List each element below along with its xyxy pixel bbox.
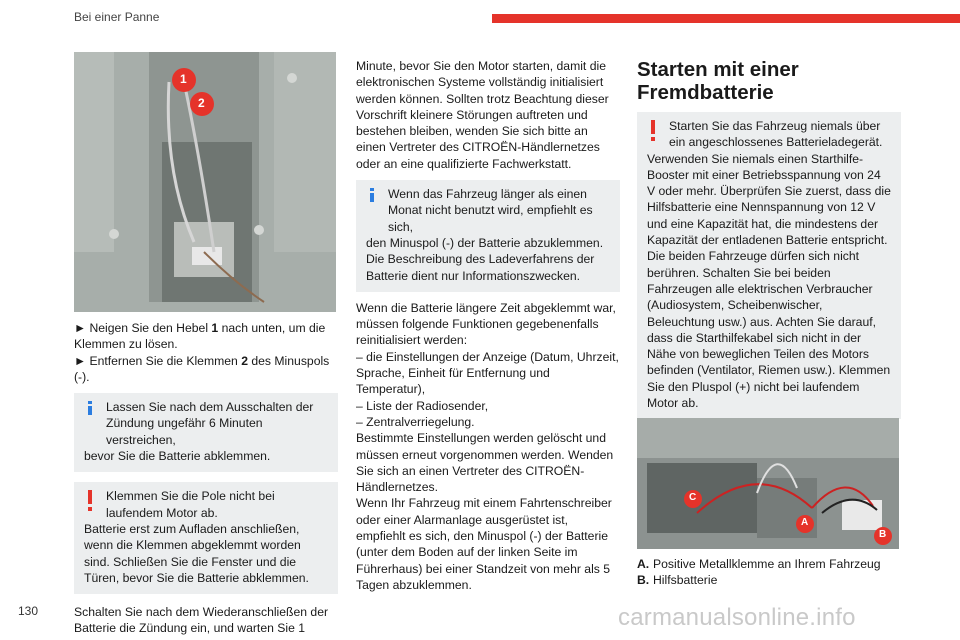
section-heading: Starten mit einer Fremdbatterie (637, 58, 799, 104)
step-1-prefix: ► Neigen Sie den Hebel (74, 321, 212, 335)
page-number: 130 (18, 604, 39, 618)
warning-text-first: Starten Sie das Fahrzeug niemals über ein angeschlossenes Batterieladegerät. (669, 119, 883, 150)
step-2-prefix: ► Entfernen Sie die Klemmen (74, 353, 242, 368)
step-2-suffix: des Minuspols (-). (74, 353, 330, 384)
battery-terminal-photo (74, 52, 336, 312)
caption-b-label: B. (637, 573, 650, 588)
info-text-first: Lassen Sie nach dem Ausschalten der Zündung ungefähr 6 Minuten verstreichen, (106, 400, 314, 447)
step-2 (74, 353, 338, 386)
caption-a (637, 556, 901, 572)
warning-icon (86, 490, 94, 512)
settings-paragraph: Bestimmte Einstellungen werden gelöscht und müssen erneut vorgenommen werden. Wenden Sie sich an einen Vertreter des CITROËN-Händlernetzes. (356, 431, 614, 495)
info-box-long-storage (356, 180, 620, 292)
info-text-rest: bevor Sie die Batterie abklemmen. (84, 449, 271, 464)
warning-text-rest: Batterie erst zum Aufladen anschließen, wenn die Klemmen abgeklemmt worden sind. Schließen Sie die Fenster und die Türen, bevor Sie die Batterie abklemmen. (84, 521, 309, 585)
callout-2-label: 2 (198, 96, 205, 110)
step-1-lever-number: 1 (211, 321, 219, 335)
column-2-text (356, 58, 620, 593)
list-item: – die Einstellungen der Anzeige (Datum, Uhrzeit, Sprache, Einheit für Entfernung und Temperatur), (356, 349, 619, 397)
step-1-suffix: nach unten, um die Klemmen zu lösen. (74, 321, 326, 352)
callout-a-label: A (801, 517, 809, 528)
caption-a-text: Positive Metallklemme an Ihrem Fahrzeug (653, 557, 881, 571)
callout-c-label: C (689, 492, 697, 503)
warning-box-disconnect (74, 482, 338, 594)
info-box-wait (74, 393, 338, 472)
caption-b (637, 572, 901, 588)
jump-start-captions (637, 556, 901, 589)
section-title: Bei einer Panne (74, 10, 160, 24)
header-accent-bar (492, 14, 960, 23)
callout-1-label: 1 (180, 72, 187, 86)
column-1-text (74, 320, 338, 637)
list-item: – Zentralverriegelung. (356, 414, 475, 429)
warning-text-rest: Verwenden Sie niemals einen Starthilfe-Booster mit einer Betriebsspannung von 24 V oder mehr. Überprüfen Sie zuerst, dass die Hilfsbatterie eine Nennspannung von 12 V und eine Kapazität hat, die mindestens der Kapazität der entladenen Batterie entspricht. Die beiden Fahrzeuge dürfen sich nicht berühren. Schalten Sie bei beiden Fahrzeugen alle elektrischen Verbraucher (Audiosystem, Scheibenwischer, Beleuchtung usw.) aus. Achten Sie darauf, dass die Starthilfekabel sich nicht in der Nähe von beweglichen Teilen des Motors befinden (Ventilator, Riemen usw.). Klemmen Sie den Pluspol (+) nicht bei laufendem Motor ab. (647, 151, 891, 411)
reinitialise-paragraph: Wenn die Batterie längere Zeit abgeklemmt war, müssen folgende Funktionen gegebenenfalls reinitialisiert werden: (356, 300, 616, 348)
column-3-text (637, 58, 901, 419)
callout-b-label: B (879, 529, 887, 540)
info-icon (368, 188, 376, 202)
info-text-first: Wenn das Fahrzeug länger als einen Monat nicht benutzt wird, empfiehlt es sich, (388, 187, 593, 234)
step-2-clamp-number: 2 (241, 353, 248, 368)
jump-start-photo (637, 418, 899, 549)
reconnect-paragraph: Schalten Sie nach dem Wiederanschließen der Batterie die Zündung ein, und warten Sie 1 (74, 605, 329, 636)
list-item: – Liste der Radiosender, (356, 398, 489, 413)
warning-box-jump-start (637, 112, 901, 419)
jump-start-illustration (637, 418, 899, 549)
warning-text-first: Klemmen Sie die Pole nicht bei laufendem Motor ab. (106, 489, 275, 520)
watermark: carmanualsonline.info (618, 604, 856, 631)
warning-icon (649, 120, 657, 142)
battery-terminal-illustration (74, 52, 336, 312)
caption-a-label: A. (637, 557, 650, 571)
caption-b-text: Hilfsbatterie (653, 573, 718, 588)
info-text-rest: den Minuspol (-) der Batterie abzuklemmen. Die Beschreibung des Ladeverfahrens der Batterie dient nur Informationszwecken. (366, 235, 604, 283)
info-icon (86, 401, 94, 415)
initialise-paragraph: Minute, bevor Sie den Motor starten, damit die elektronischen Systeme vollständig initialisiert werden können. Sollten trotz Beachtung dieser Vorschrift kleinere Störungen auftreten und bestehen bleiben, wenden Sie sich bitte an einen Vertreter des CITROËN-Händlernetzes oder an eine qualifizierte Fachwerkstatt. (356, 59, 609, 171)
step-1 (74, 320, 338, 353)
tachograph-paragraph: Wenn Ihr Fahrzeug mit einem Fahrtenschreiber oder einer Alarmanlage ausgerüstet ist, empfiehlt es sich, den Minuspol (-) der Batterie (unter dem Boden auf der linken Seite im Führerhaus) bei einer Standzeit von mehr als 5 Tagen abzuklemmen. (356, 496, 612, 592)
